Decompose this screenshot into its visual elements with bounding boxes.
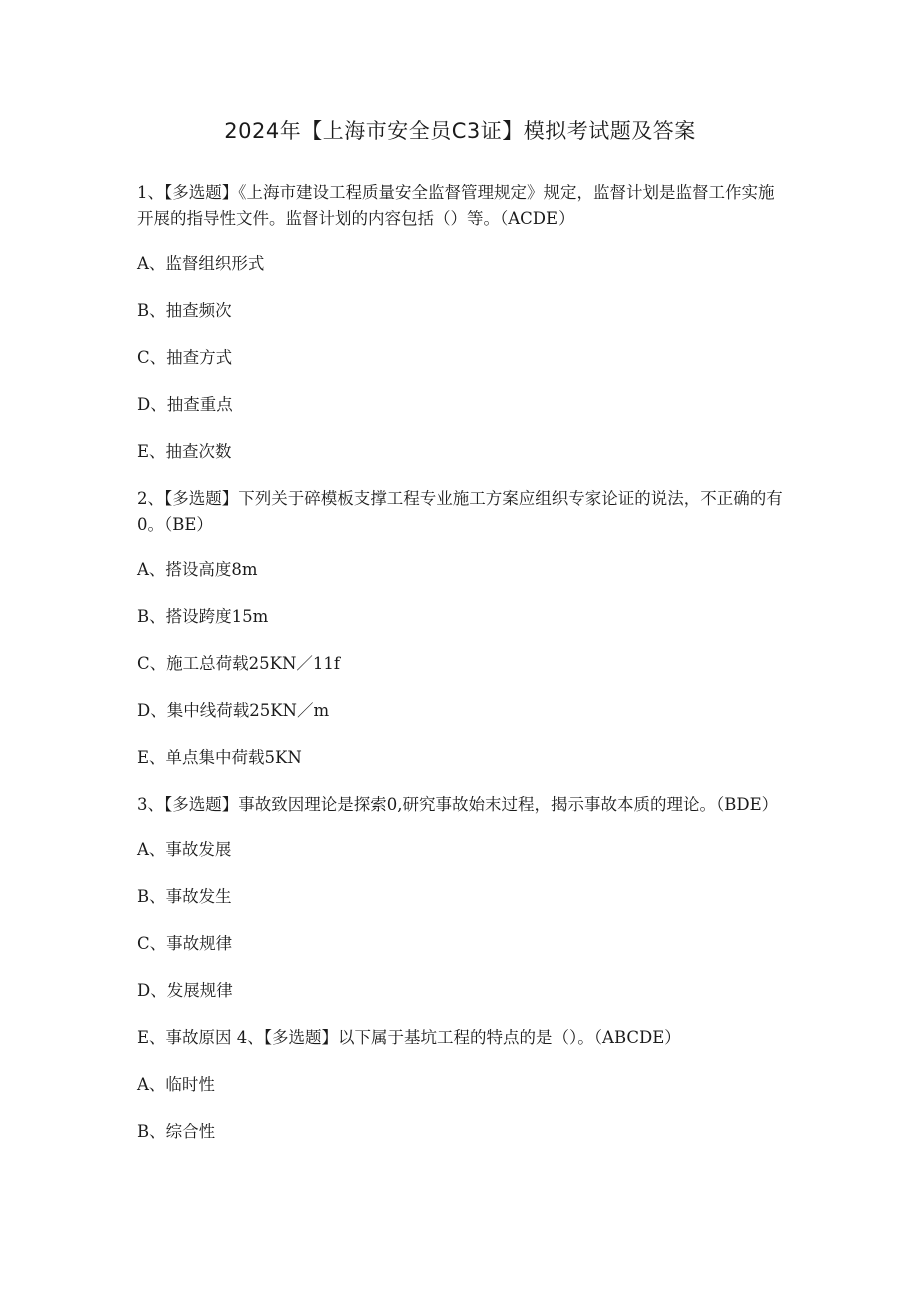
q2-option-e: E、单点集中荷载5KN <box>137 748 302 767</box>
page-title: 2024年【上海市安全员C3证】模拟考试题及答案 <box>224 119 696 143</box>
q1-option-e: E、抽查次数 <box>137 442 232 461</box>
q3-option-d: D、发展规律 <box>137 981 233 1000</box>
q2-option-a: A、搭设高度8m <box>137 560 258 579</box>
q1-option-b: B、抽查频次 <box>137 301 232 320</box>
q2-option-c: C、施工总荷载25KN／11f <box>137 654 340 673</box>
q3-option-e-with-question-4: E、事故原因 4、【多选题】以下属于基坑工程的特点的是（）。（ABCDE） <box>137 1028 681 1047</box>
question-1: 1、【多选题】《上海市建设工程质量安全监督管理规定》规定，监督计划是监督工作实施开展的指导性文件。监督计划的内容包括（）等。（ACDE） <box>137 183 775 228</box>
q4-option-a: A、临时性 <box>137 1075 215 1094</box>
q2-option-b: B、搭设跨度15m <box>137 607 269 626</box>
question-3: 3、【多选题】事故致因理论是探索0,研究事故始末过程，揭示事故本质的理论。（BDE） <box>137 795 779 814</box>
q3-option-b: B、事故发生 <box>137 887 232 906</box>
q4-option-b: B、综合性 <box>137 1122 216 1141</box>
q2-option-d: D、集中线荷载25KN／m <box>137 701 330 720</box>
q3-option-a: A、事故发展 <box>137 840 232 859</box>
q1-option-d: D、抽查重点 <box>137 395 233 414</box>
q3-option-c: C、事故规律 <box>137 934 233 953</box>
document-body <box>137 180 787 1166</box>
question-2: 2、【多选题】下列关于碎模板支撑工程专业施工方案应组织专家论证的说法，不正确的有0。（BE） <box>137 489 783 534</box>
q1-option-c: C、抽查方式 <box>137 348 233 367</box>
q1-option-a: A、监督组织形式 <box>137 254 265 273</box>
